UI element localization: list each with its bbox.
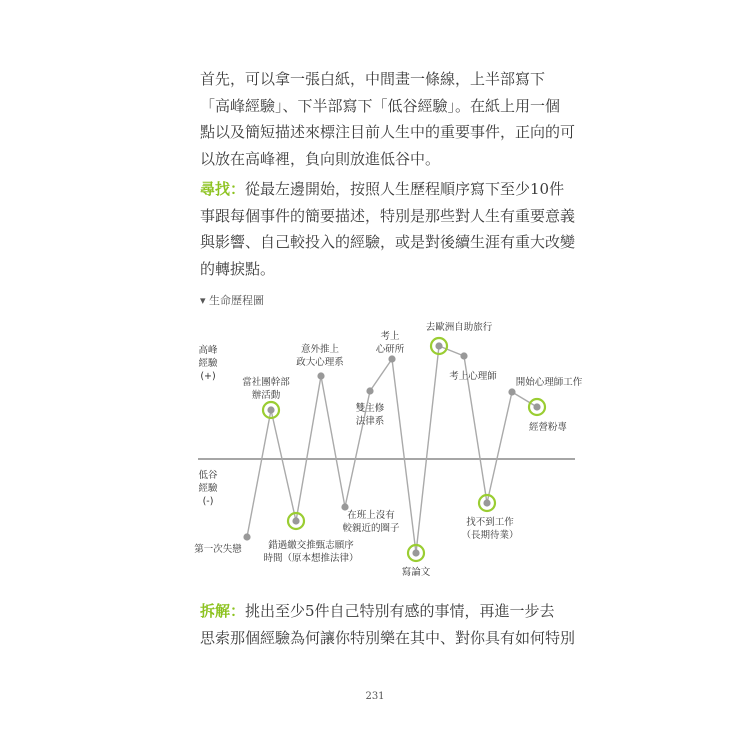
- page-number: 231: [365, 691, 385, 702]
- event-label: 開始心理師工作: [515, 377, 583, 388]
- event-point: [508, 388, 515, 395]
- event-label: 政大心理系: [296, 357, 344, 368]
- event-label: 第一次失戀: [194, 544, 242, 555]
- event-label: 經營粉專: [528, 422, 568, 433]
- paragraph-line: 點以及簡短描述來標注目前人生中的重要事件，正向的可: [200, 123, 576, 141]
- event-label: 去歐洲自助旅行: [425, 322, 493, 333]
- event-point: [533, 403, 540, 410]
- event-label: 錯過繳交推甄志願序: [268, 540, 354, 551]
- paragraph-line: [200, 598, 575, 625]
- event-point: [366, 387, 373, 394]
- paragraph-line: 以放在高峰裡，負向則放進低谷中。: [200, 149, 441, 168]
- event-label: 找不到工作: [466, 517, 514, 528]
- event-label: 在班上沒有: [347, 510, 395, 521]
- paragraph-line: 思索那個經驗為何讓你特別樂在其中、對你具有如何特別: [200, 628, 576, 647]
- search-keyword: 尋找：: [200, 180, 246, 198]
- valley-experience-label: 低谷: [198, 470, 218, 481]
- event-point: [267, 406, 274, 413]
- event-label: 當社團幹部: [242, 377, 290, 388]
- analyze-keyword: 拆解：: [200, 602, 246, 620]
- paragraph-line: 「高峰經驗」、下半部寫下「低谷經驗」。在紙上用一個: [200, 96, 561, 115]
- paragraph-line: 首先，可以拿一張白紙，中間畫一條線，上半部寫下: [200, 70, 546, 88]
- event-label: 意外推上: [300, 344, 340, 355]
- paragraph-line: 的轉捩點。: [200, 259, 276, 278]
- event-label: 考上心理師: [449, 371, 497, 382]
- event-point: [435, 342, 442, 349]
- event-label: 雙主修: [355, 403, 385, 414]
- event-label: 考上: [380, 331, 400, 342]
- event-point: [460, 352, 467, 359]
- paragraph-line-text: 從最左邊開始，按照人生歷程順序寫下至少10件: [245, 180, 565, 198]
- peak-experience-label: (+): [200, 371, 216, 382]
- event-point: [292, 517, 299, 524]
- event-point: [483, 499, 490, 506]
- event-label: 心研所: [375, 344, 405, 355]
- event-label: 時間（原本想推法律）: [263, 553, 359, 564]
- valley-experience-label: (-): [202, 496, 214, 507]
- event-label: 較親近的圈子: [342, 523, 400, 534]
- peak-experience-label: 高峰: [198, 345, 218, 356]
- analyze-step-paragraph: [200, 598, 575, 651]
- event-point: [243, 533, 250, 540]
- event-label: 法律系: [355, 416, 385, 427]
- event-label: （長期待業）: [461, 530, 519, 541]
- figure-title: ▾ 生命歷程圖: [200, 294, 265, 307]
- valley-experience-label: 經驗: [198, 483, 218, 494]
- paragraph-line-text: 挑出至少5件自己特別有感的事情，再進一步去: [245, 602, 555, 620]
- event-point: [412, 549, 419, 556]
- event-label: 寫論文: [401, 567, 431, 578]
- peak-experience-label: 經驗: [198, 358, 218, 369]
- event-point: [317, 372, 324, 379]
- paragraph-line: 與影響、自己較投入的經驗，或是對後續生涯有重大改變: [200, 233, 576, 251]
- event-point: [388, 355, 395, 362]
- event-label: 辦活動: [251, 390, 281, 401]
- paragraph-line: 事跟每個事件的簡要描述，特別是那些對人生有重要意義: [200, 206, 576, 225]
